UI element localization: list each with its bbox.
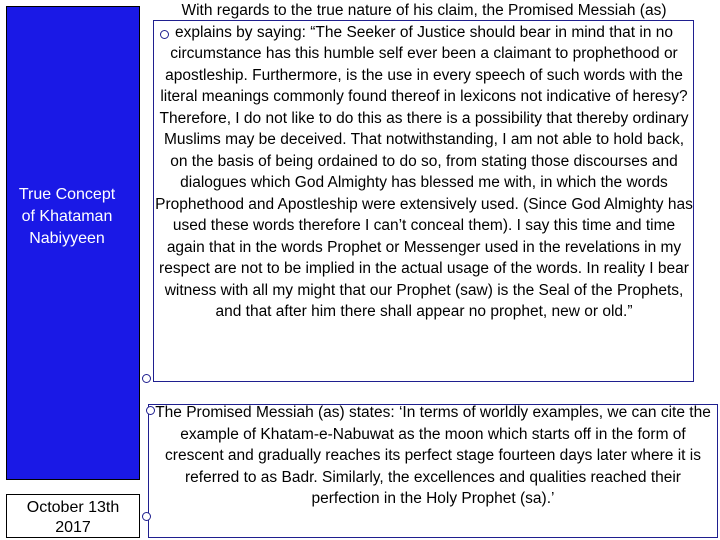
connector-dot-icon <box>146 406 155 415</box>
sidebar-title: True Concept of Khataman Nabiyyeen <box>18 186 116 247</box>
connector-dot-icon <box>160 30 169 39</box>
connector-dot-icon <box>142 374 151 383</box>
content-area <box>148 0 718 540</box>
example-paragraph: The Promised Messiah (as) states: ‘In terms of worldly examples, we can cite the example of Khatam-e-Nabuwat as the moon which starts off in the form of crescent and gradually reaches its perfect stage fourteen days later where it is referred to as Badr. Similarly, the excellences and qualities reached their perfection in the Holy Prophet (sa).’ <box>155 404 711 507</box>
sidebar-date: October 13th 2017 <box>6 494 140 538</box>
connector-dot-icon <box>142 512 151 521</box>
quote-paragraph: With regards to the true nature of his claim, the Promised Messiah (as) explains by saying: “The Seeker of Justice should bear in mind that in no circumstance has this humble self ever been a claimant to prophethood or apostleship. Furthermore, is the use in every speech of such words with the literal meanings commonly found thereof in lexicons not indicative of heresy? Therefore, I do not like to do this as there is a possibility that thereby ordinary Muslims may be deceived. That notwithstanding, I am not able to hold back, on the basis of being ordained to do so, from stating those discourses and dialogues which God Almighty has blessed me with, in which the words Prophethood and Apostleship were extensively used. (Since God Almighty has used these words therefore I can’t conceal them). I say this time and time again that in the words Prophet or Messenger used in the revelations in my respect are not to be implied in the actual usage of the words. In reality I bear witness with all my might that our Prophet (saw) is the Seal of the Prophets, and that after him there shall appear no prophet, new or old.” <box>155 2 693 320</box>
